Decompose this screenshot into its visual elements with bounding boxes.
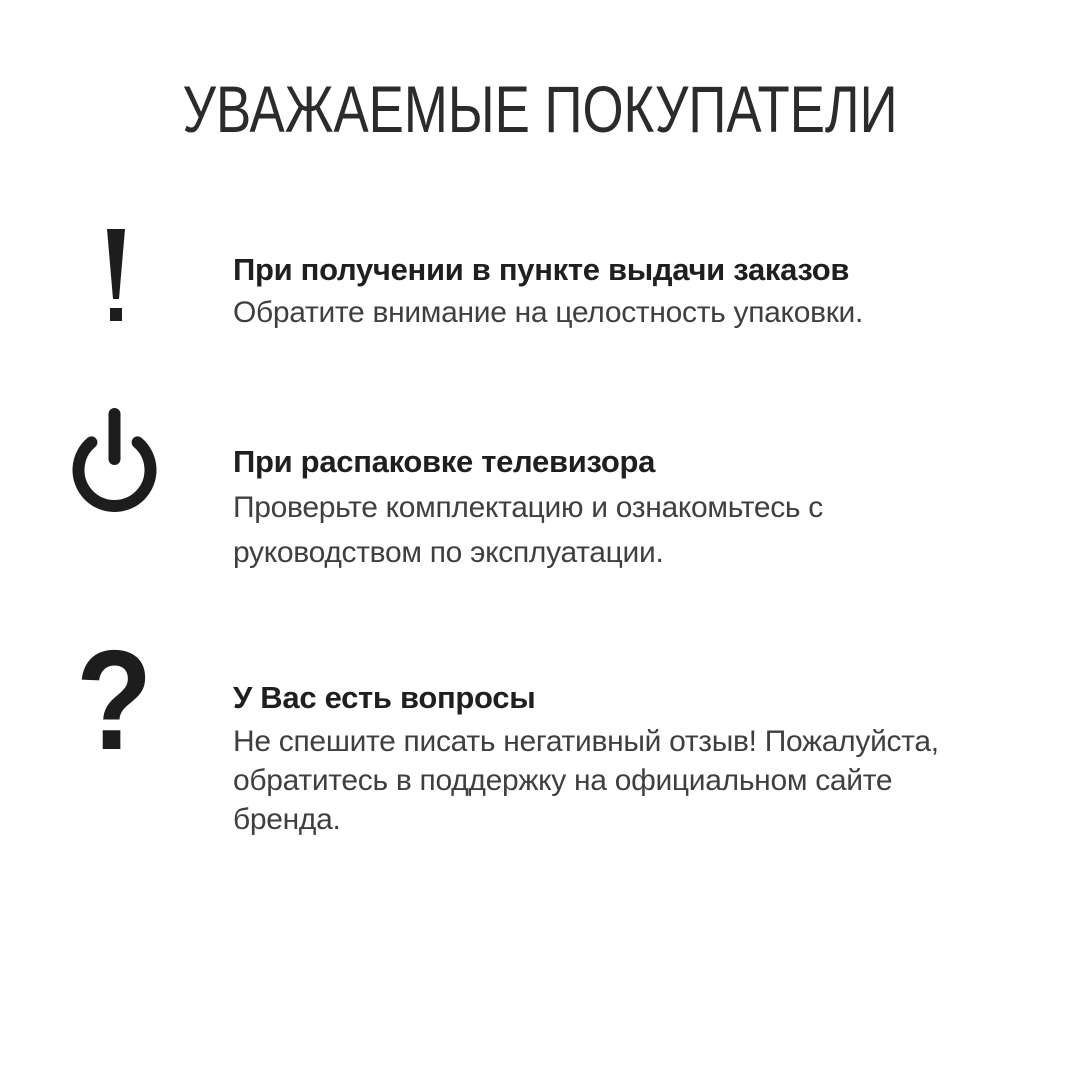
section-body: Проверьте комплектацию и ознакомьтесь с руководством по эксплуатации. (233, 491, 823, 569)
exclamation-icon (103, 229, 129, 326)
section-pickup-text (233, 250, 993, 333)
question-icon: ? (76, 621, 153, 780)
section-heading: При распаковке телевизора (233, 444, 656, 479)
section-heading: При получении в пункте выдачи заказов (233, 252, 850, 287)
section-unpacking-text (233, 442, 993, 575)
page-title: УВАЖАЕМЫЕ ПОКУПАТЕЛИ (182, 72, 898, 146)
section-heading: У Вас есть вопросы (233, 680, 536, 715)
section-questions-text (233, 678, 993, 839)
section-body: Не спешите писать негативный отзыв! Пожалуйста, обратитесь в поддержку на официальном сайте бренда. (233, 725, 939, 836)
power-icon (72, 408, 157, 517)
section-body: Обратите внимание на целостность упаковки. (233, 296, 864, 329)
